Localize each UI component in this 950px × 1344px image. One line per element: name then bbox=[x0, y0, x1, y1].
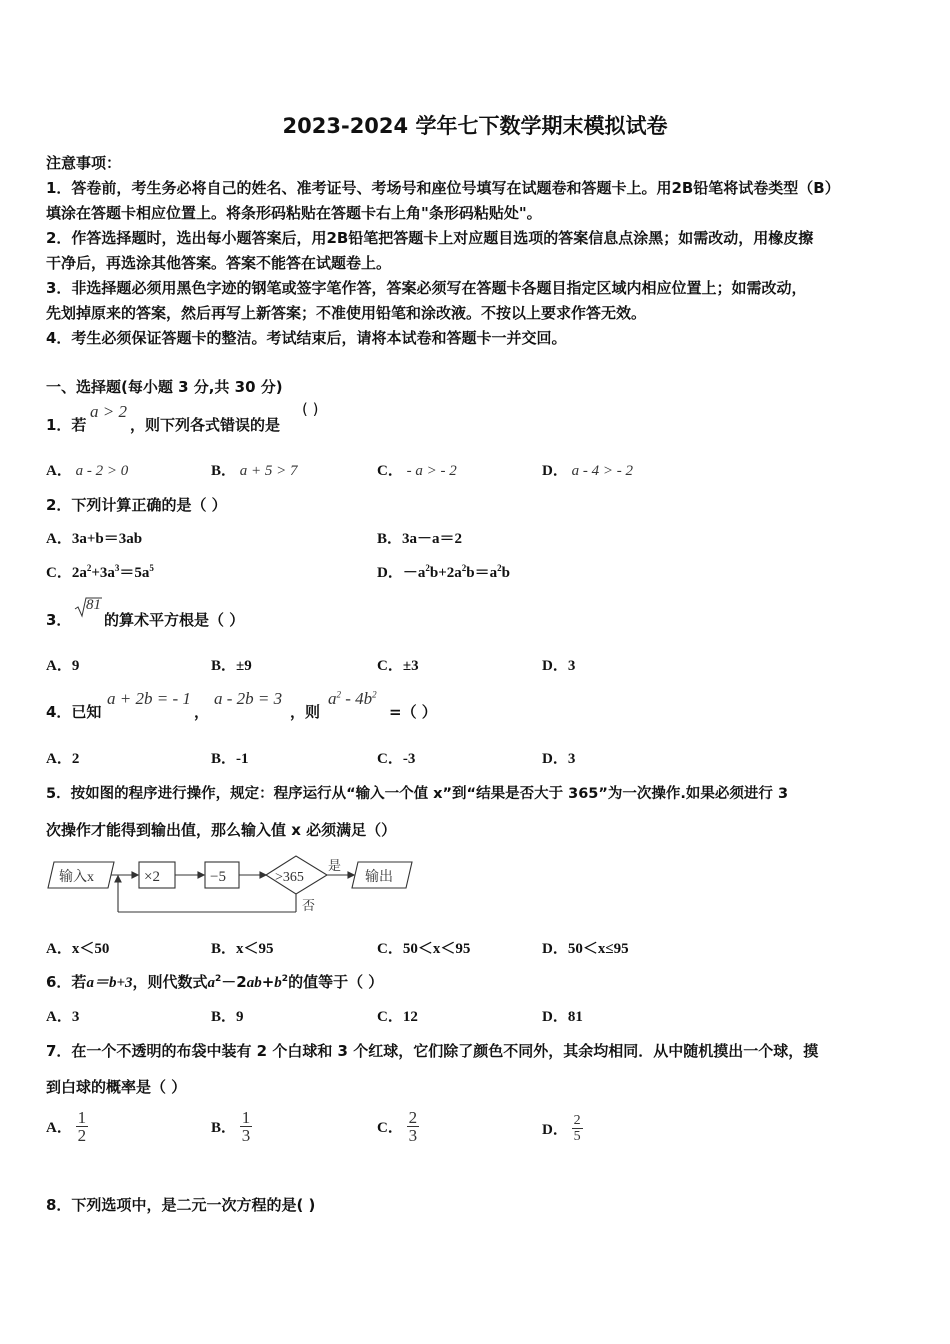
option-label: A． bbox=[46, 463, 72, 479]
question-5-option-d[interactable]: D．50＜x≤95 bbox=[542, 941, 629, 957]
question-4-paren: =（ ） bbox=[389, 703, 437, 721]
fraction bbox=[572, 1113, 583, 1144]
notice-line: 2．作答选择题时，选出每小题答案后，用2B铅笔把答题卡上对应题目选项的答案信息点涂黑；如需改动，用橡皮擦 bbox=[46, 229, 814, 247]
question-4-option-a[interactable]: A．2 bbox=[46, 751, 80, 767]
question-2-option-b[interactable]: B．3a－a＝2 bbox=[377, 531, 463, 547]
flow-no-label: 否 bbox=[302, 898, 316, 913]
flow-compare-label: >365 bbox=[275, 870, 304, 885]
question-4-option-c[interactable]: C．-3 bbox=[377, 751, 416, 767]
flow-input-label: 输入x bbox=[59, 870, 94, 885]
fraction bbox=[240, 1109, 253, 1144]
question-7-option-d[interactable] bbox=[542, 1113, 583, 1144]
question-1-label: 1．若 bbox=[46, 416, 87, 434]
question-2-option-c[interactable]: C．$2a^2+3a^3=5a^5$ bbox=[46, 563, 154, 581]
question-7-option-c[interactable] bbox=[377, 1109, 419, 1144]
question-1-stem: ，则下列各式错误的是 bbox=[130, 416, 281, 434]
flow-output-label: 输出 bbox=[365, 870, 393, 885]
question-4-option-d[interactable]: D．3 bbox=[542, 751, 576, 767]
flow-yes-label: 是 bbox=[328, 858, 342, 873]
question-4-label: 4．已知 bbox=[46, 703, 102, 721]
question-7-option-b[interactable] bbox=[211, 1109, 252, 1144]
notice-heading: 注意事项： bbox=[46, 154, 122, 172]
numerator: 1 bbox=[241, 1108, 251, 1127]
option-label: B． bbox=[211, 463, 237, 479]
option-expr: a - 4 > - 2 bbox=[571, 463, 633, 479]
equation-2: a - 2b = 3 bbox=[214, 689, 283, 708]
question-3-label: 3． bbox=[46, 611, 72, 629]
notice-line: 1．答卷前，考生务必将自己的姓名、准考证号、考场号和座位号填写在试题卷和答题卡上。用2B铅笔将试卷类型（B） bbox=[46, 179, 840, 197]
question-5-option-b[interactable]: B．x＜95 bbox=[211, 941, 274, 957]
option-label: C． bbox=[46, 565, 72, 581]
denominator: 2 bbox=[77, 1126, 87, 1145]
question-1-paren: ( ) bbox=[302, 400, 319, 418]
question-6-tail: 的值等于（ ） bbox=[288, 973, 384, 991]
numerator: 2 bbox=[573, 1113, 581, 1128]
option-expr: - a > - 2 bbox=[406, 463, 457, 479]
target-expression bbox=[328, 689, 377, 709]
radicand: 81 bbox=[86, 597, 101, 613]
option-expr: a - 2 > 0 bbox=[75, 463, 129, 479]
option-label: A． bbox=[46, 1120, 72, 1136]
question-6-option-d[interactable]: D．81 bbox=[542, 1009, 583, 1025]
question-3-stem: 的算术平方根是（ ） bbox=[104, 611, 245, 629]
denominator: 3 bbox=[241, 1126, 251, 1145]
question-3-option-b[interactable]: B．±9 bbox=[211, 658, 252, 674]
option-label: B． bbox=[211, 1120, 237, 1136]
notice-line: 3．非选择题必须用黑色字迹的钢笔或签字笔作答，答案必须写在答题卡各题目指定区域内相应位置上；如需改动， bbox=[46, 279, 807, 297]
notice-line: 填涂在答题卡相应位置上。将条形码粘贴在答题卡右上角"条形码粘贴处"。 bbox=[46, 204, 542, 222]
question-7-option-a[interactable] bbox=[46, 1109, 88, 1144]
question-3-option-c[interactable]: C．±3 bbox=[377, 658, 419, 674]
expr-exp: 2 bbox=[336, 689, 341, 700]
question-7-stem-line1: 7．在一个不透明的布袋中装有 2 个白球和 3 个红球，它们除了颜色不同外，其余均相同．从中随机摸出一个球，摸 bbox=[46, 1042, 819, 1060]
question-1-condition: a > 2 bbox=[90, 402, 127, 421]
expr-b: - 4b bbox=[341, 689, 373, 708]
question-4-then: ，则 bbox=[290, 703, 321, 721]
question-5-option-a[interactable]: A．x＜50 bbox=[46, 941, 110, 957]
fraction bbox=[76, 1109, 89, 1144]
question-6-option-a[interactable]: A．3 bbox=[46, 1009, 80, 1025]
option-label: C． bbox=[377, 463, 403, 479]
question-5-stem-line2: 次操作才能得到输出值，那么输入值 x 必须满足（） bbox=[46, 821, 397, 839]
notice-line: 4．考生必须保证答题卡的整洁。考试结束后，请将本试卷和答题卡一并交回。 bbox=[46, 329, 567, 347]
notice-line: 干净后，再选涂其他答案。答案不能答在试题卷上。 bbox=[46, 254, 392, 272]
question-6-option-c[interactable]: C．12 bbox=[377, 1009, 418, 1025]
numerator: 1 bbox=[77, 1108, 87, 1127]
expr-a: a bbox=[328, 689, 337, 708]
question-5-option-c[interactable]: C．50＜x＜95 bbox=[377, 941, 471, 957]
notice-line: 先划掉原来的答案，然后再写上新答案；不准使用铅笔和涂改液。不按以上要求作答无效。 bbox=[46, 304, 647, 322]
question-6-mid: ，则代数式 bbox=[132, 973, 208, 991]
question-8-stem: 8．下列选项中，是二元一次方程的是( ) bbox=[46, 1196, 316, 1214]
question-1-option-d[interactable] bbox=[542, 459, 633, 480]
question-7-stem-line2: 到白球的概率是（ ） bbox=[46, 1078, 187, 1096]
flow-subtract-label: −5 bbox=[210, 869, 226, 885]
flowchart-diagram bbox=[44, 850, 424, 920]
question-1-option-b[interactable] bbox=[211, 459, 298, 480]
denominator: 5 bbox=[573, 1129, 581, 1144]
fraction bbox=[407, 1109, 420, 1144]
expr-exp: 2 bbox=[372, 689, 377, 700]
denominator: 3 bbox=[408, 1126, 418, 1145]
question-2-option-a[interactable]: A．3a+b＝3ab bbox=[46, 531, 143, 547]
question-4-option-b[interactable]: B．-1 bbox=[211, 751, 249, 767]
question-6-option-b[interactable]: B．9 bbox=[211, 1009, 244, 1025]
question-2-stem: 2．下列计算正确的是（ ） bbox=[46, 496, 227, 514]
option-label: D． bbox=[377, 565, 403, 581]
page-title: 2023-2024 学年七下数学期末模拟试卷 bbox=[282, 114, 668, 138]
question-6-stem: 6．若a＝b+3，则代数式$a^2-2ab+b^2$的值等于（ ） bbox=[46, 973, 384, 991]
option-label: D． bbox=[542, 1122, 568, 1138]
option-label: C． bbox=[377, 1120, 403, 1136]
option-expr: a + 5 > 7 bbox=[239, 463, 298, 479]
question-5-stem-line1: 5．按如图的程序进行操作，规定：程序运行从“输入一个值 x”到“结果是否大于 365”为一次操作.如果必须进行 3 bbox=[46, 786, 789, 802]
question-3-option-a[interactable]: A．9 bbox=[46, 658, 80, 674]
question-1-option-a[interactable] bbox=[46, 459, 128, 480]
question-3-option-d[interactable]: D．3 bbox=[542, 658, 576, 674]
numerator: 2 bbox=[408, 1108, 418, 1127]
flow-multiply-label: ×2 bbox=[144, 869, 160, 885]
question-2-option-d[interactable]: D．$-a^2b+2a^2b=a^2b$ bbox=[377, 563, 510, 581]
section-heading: 一、选择题(每小题 3 分,共 30 分) bbox=[46, 378, 283, 396]
equation-1: a + 2b = - 1 bbox=[107, 689, 191, 708]
option-label: D． bbox=[542, 463, 568, 479]
question-1-option-c[interactable] bbox=[377, 459, 457, 480]
question-6-condition: a＝b+3 bbox=[86, 975, 133, 991]
comma: ， bbox=[194, 703, 210, 721]
question-6-label: 6．若 bbox=[46, 973, 87, 991]
